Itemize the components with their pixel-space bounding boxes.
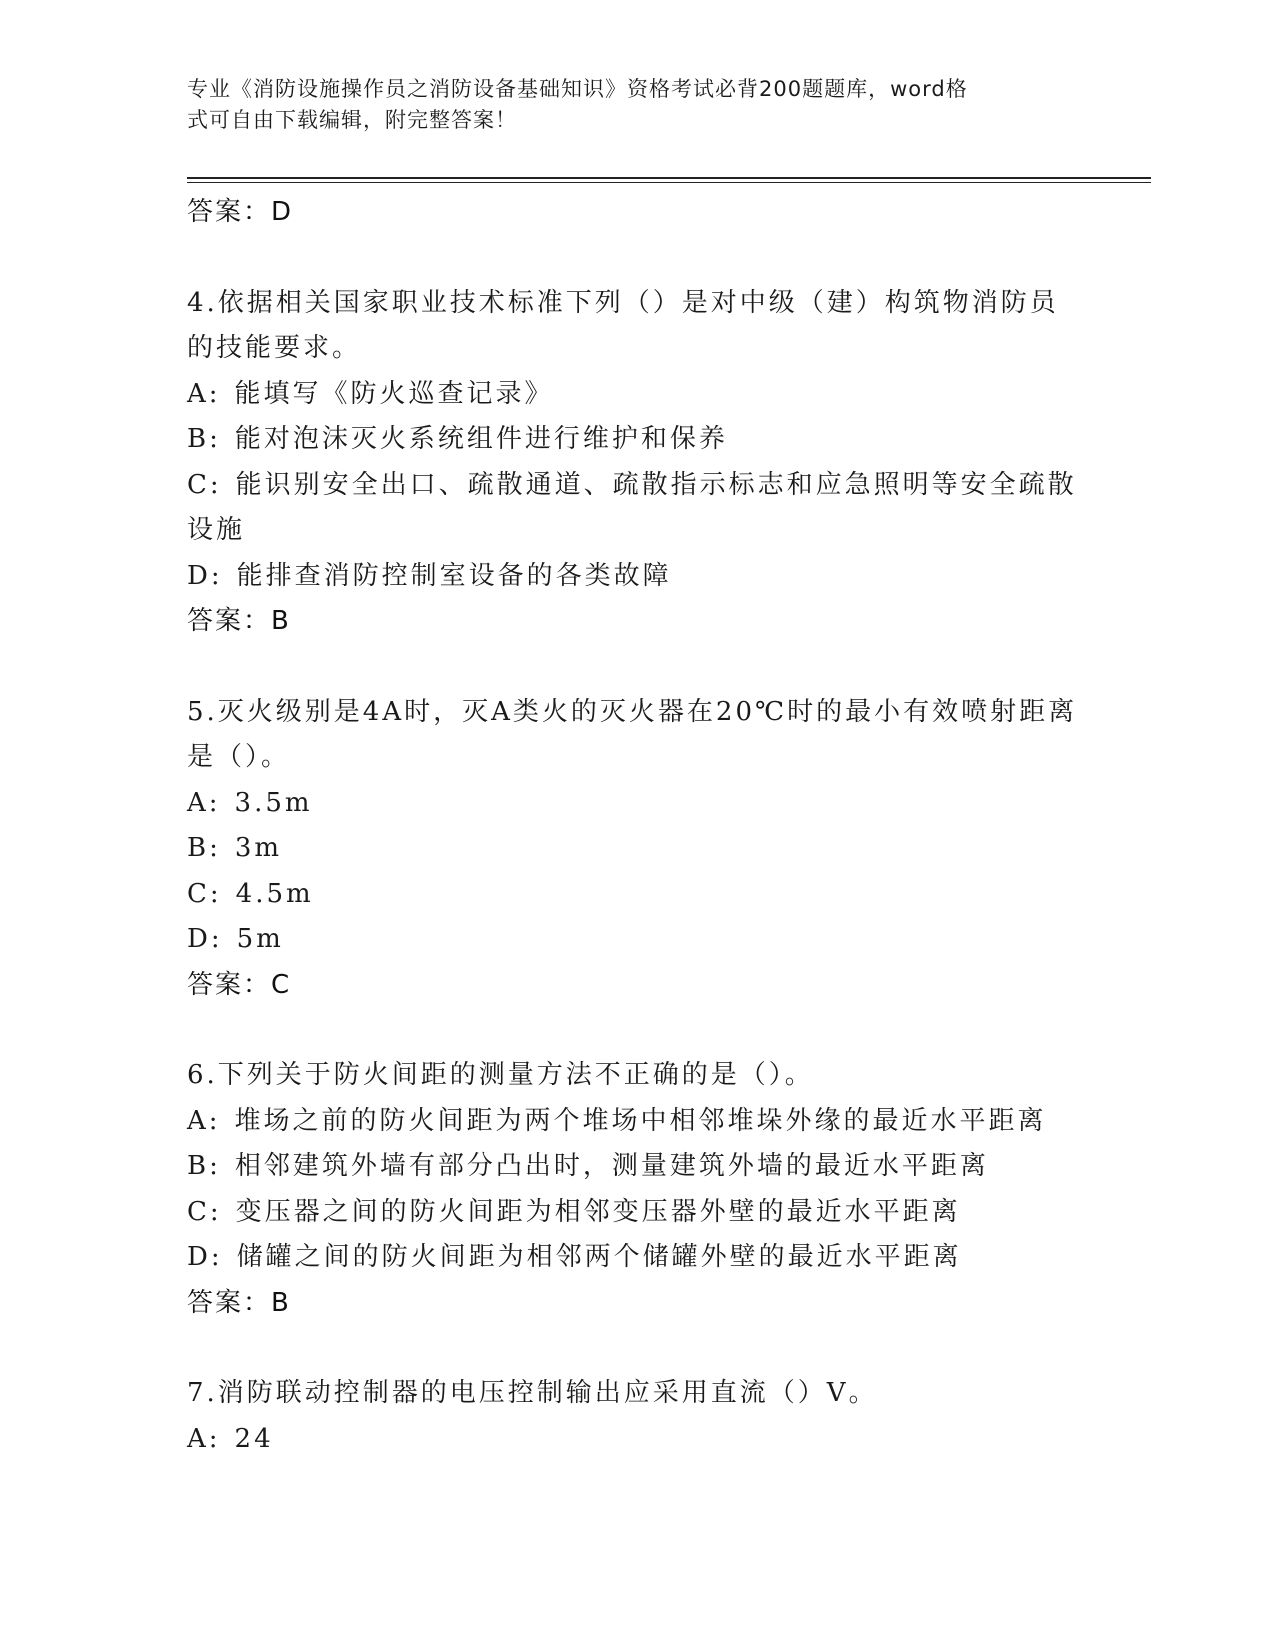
option-text: 3.5m (234, 787, 313, 818)
question-stem-line: 的技能要求。 (187, 333, 362, 363)
question-block (187, 1371, 1087, 1462)
option-line (187, 1417, 1087, 1463)
option-line (187, 1099, 1087, 1145)
option-label: A: (187, 1423, 221, 1454)
option-line (187, 872, 1087, 918)
option-line (187, 417, 1087, 463)
header-line-1: 专业《消防设施操作员之消防设备基础知识》资格考试必背200题题库，word格 (187, 77, 968, 101)
option-line (187, 1235, 1087, 1281)
header-line-2: 式可自由下载编辑，附完整答案！ (187, 108, 517, 132)
option-label: A: (187, 378, 221, 409)
option-label: B: (187, 833, 221, 863)
option-text: 3m (234, 833, 283, 863)
option-label: C: (187, 469, 222, 500)
document-content (187, 190, 1087, 1462)
option-line (187, 826, 1087, 872)
option-text: 相邻建筑外墙有部分凸出时，测量建筑外墙的最近水平距离 (234, 1151, 989, 1181)
question-stem-line: 5.灭火级别是4A时，灭A类火的灭火器在20℃时的最小有效喷射距离 (187, 696, 1078, 727)
option-text: 储罐之间的防火间距为相邻两个储罐外壁的最近水平距离 (236, 1242, 962, 1272)
option-line (187, 554, 1087, 600)
question-stem-line: 4.依据相关国家职业技术标准下列（）是对中级（建）构筑物消防员 (187, 287, 1059, 318)
option-text: 24 (234, 1423, 274, 1454)
option-text: 堆场之前的防火间距为两个堆场中相邻堆垛外缘的最近水平距离 (234, 1105, 1047, 1136)
answer-line: 答案：B (187, 1287, 291, 1318)
question-block (187, 1053, 1087, 1326)
option-label: B: (187, 424, 221, 454)
option-line (187, 463, 1087, 509)
question-stem-line: 是（）。 (187, 742, 291, 772)
document-header (187, 74, 1067, 136)
header-rule-thick (187, 177, 1151, 179)
option-text: 能对泡沫灭火系统组件进行维护和保养 (234, 424, 728, 454)
option-label: D: (187, 924, 223, 954)
question-block (187, 281, 1087, 645)
option-text: 能识别安全出口、疏散通道、疏散指示标志和应急照明等安全疏散 (235, 469, 1077, 500)
option-label: A: (187, 1105, 221, 1136)
option-label: D: (187, 1242, 223, 1272)
question-list (187, 281, 1087, 1463)
option-line (187, 917, 1087, 963)
answer-line: 答案：C (187, 969, 292, 1000)
option-label: D: (187, 560, 223, 591)
question-block (187, 690, 1087, 1009)
option-line: 设施 (187, 515, 246, 545)
option-text: 5m (236, 924, 284, 954)
option-line (187, 1144, 1087, 1190)
option-line (187, 372, 1087, 418)
option-label: C: (187, 878, 222, 909)
question-stem-line: 6.下列关于防火间距的测量方法不正确的是（）。 (187, 1060, 814, 1090)
header-rule-thin (187, 182, 1151, 183)
option-line (187, 1190, 1087, 1236)
option-label: A: (187, 787, 221, 818)
option-label: B: (187, 1151, 221, 1181)
option-label: C: (187, 1196, 222, 1227)
option-text: 能排查消防控制室设备的各类故障 (236, 560, 672, 591)
option-text: 4.5m (235, 878, 314, 909)
option-text: 能填写《防火巡查记录》 (234, 378, 554, 409)
answer-line: 答案：B (187, 606, 291, 636)
option-text: 变压器之间的防火间距为相邻变压器外壁的最近水平距离 (235, 1196, 961, 1227)
answer-line: 答案：D (187, 197, 294, 227)
question-stem-line: 7.消防联动控制器的电压控制输出应采用直流（）V。 (187, 1378, 878, 1408)
option-line (187, 781, 1087, 827)
